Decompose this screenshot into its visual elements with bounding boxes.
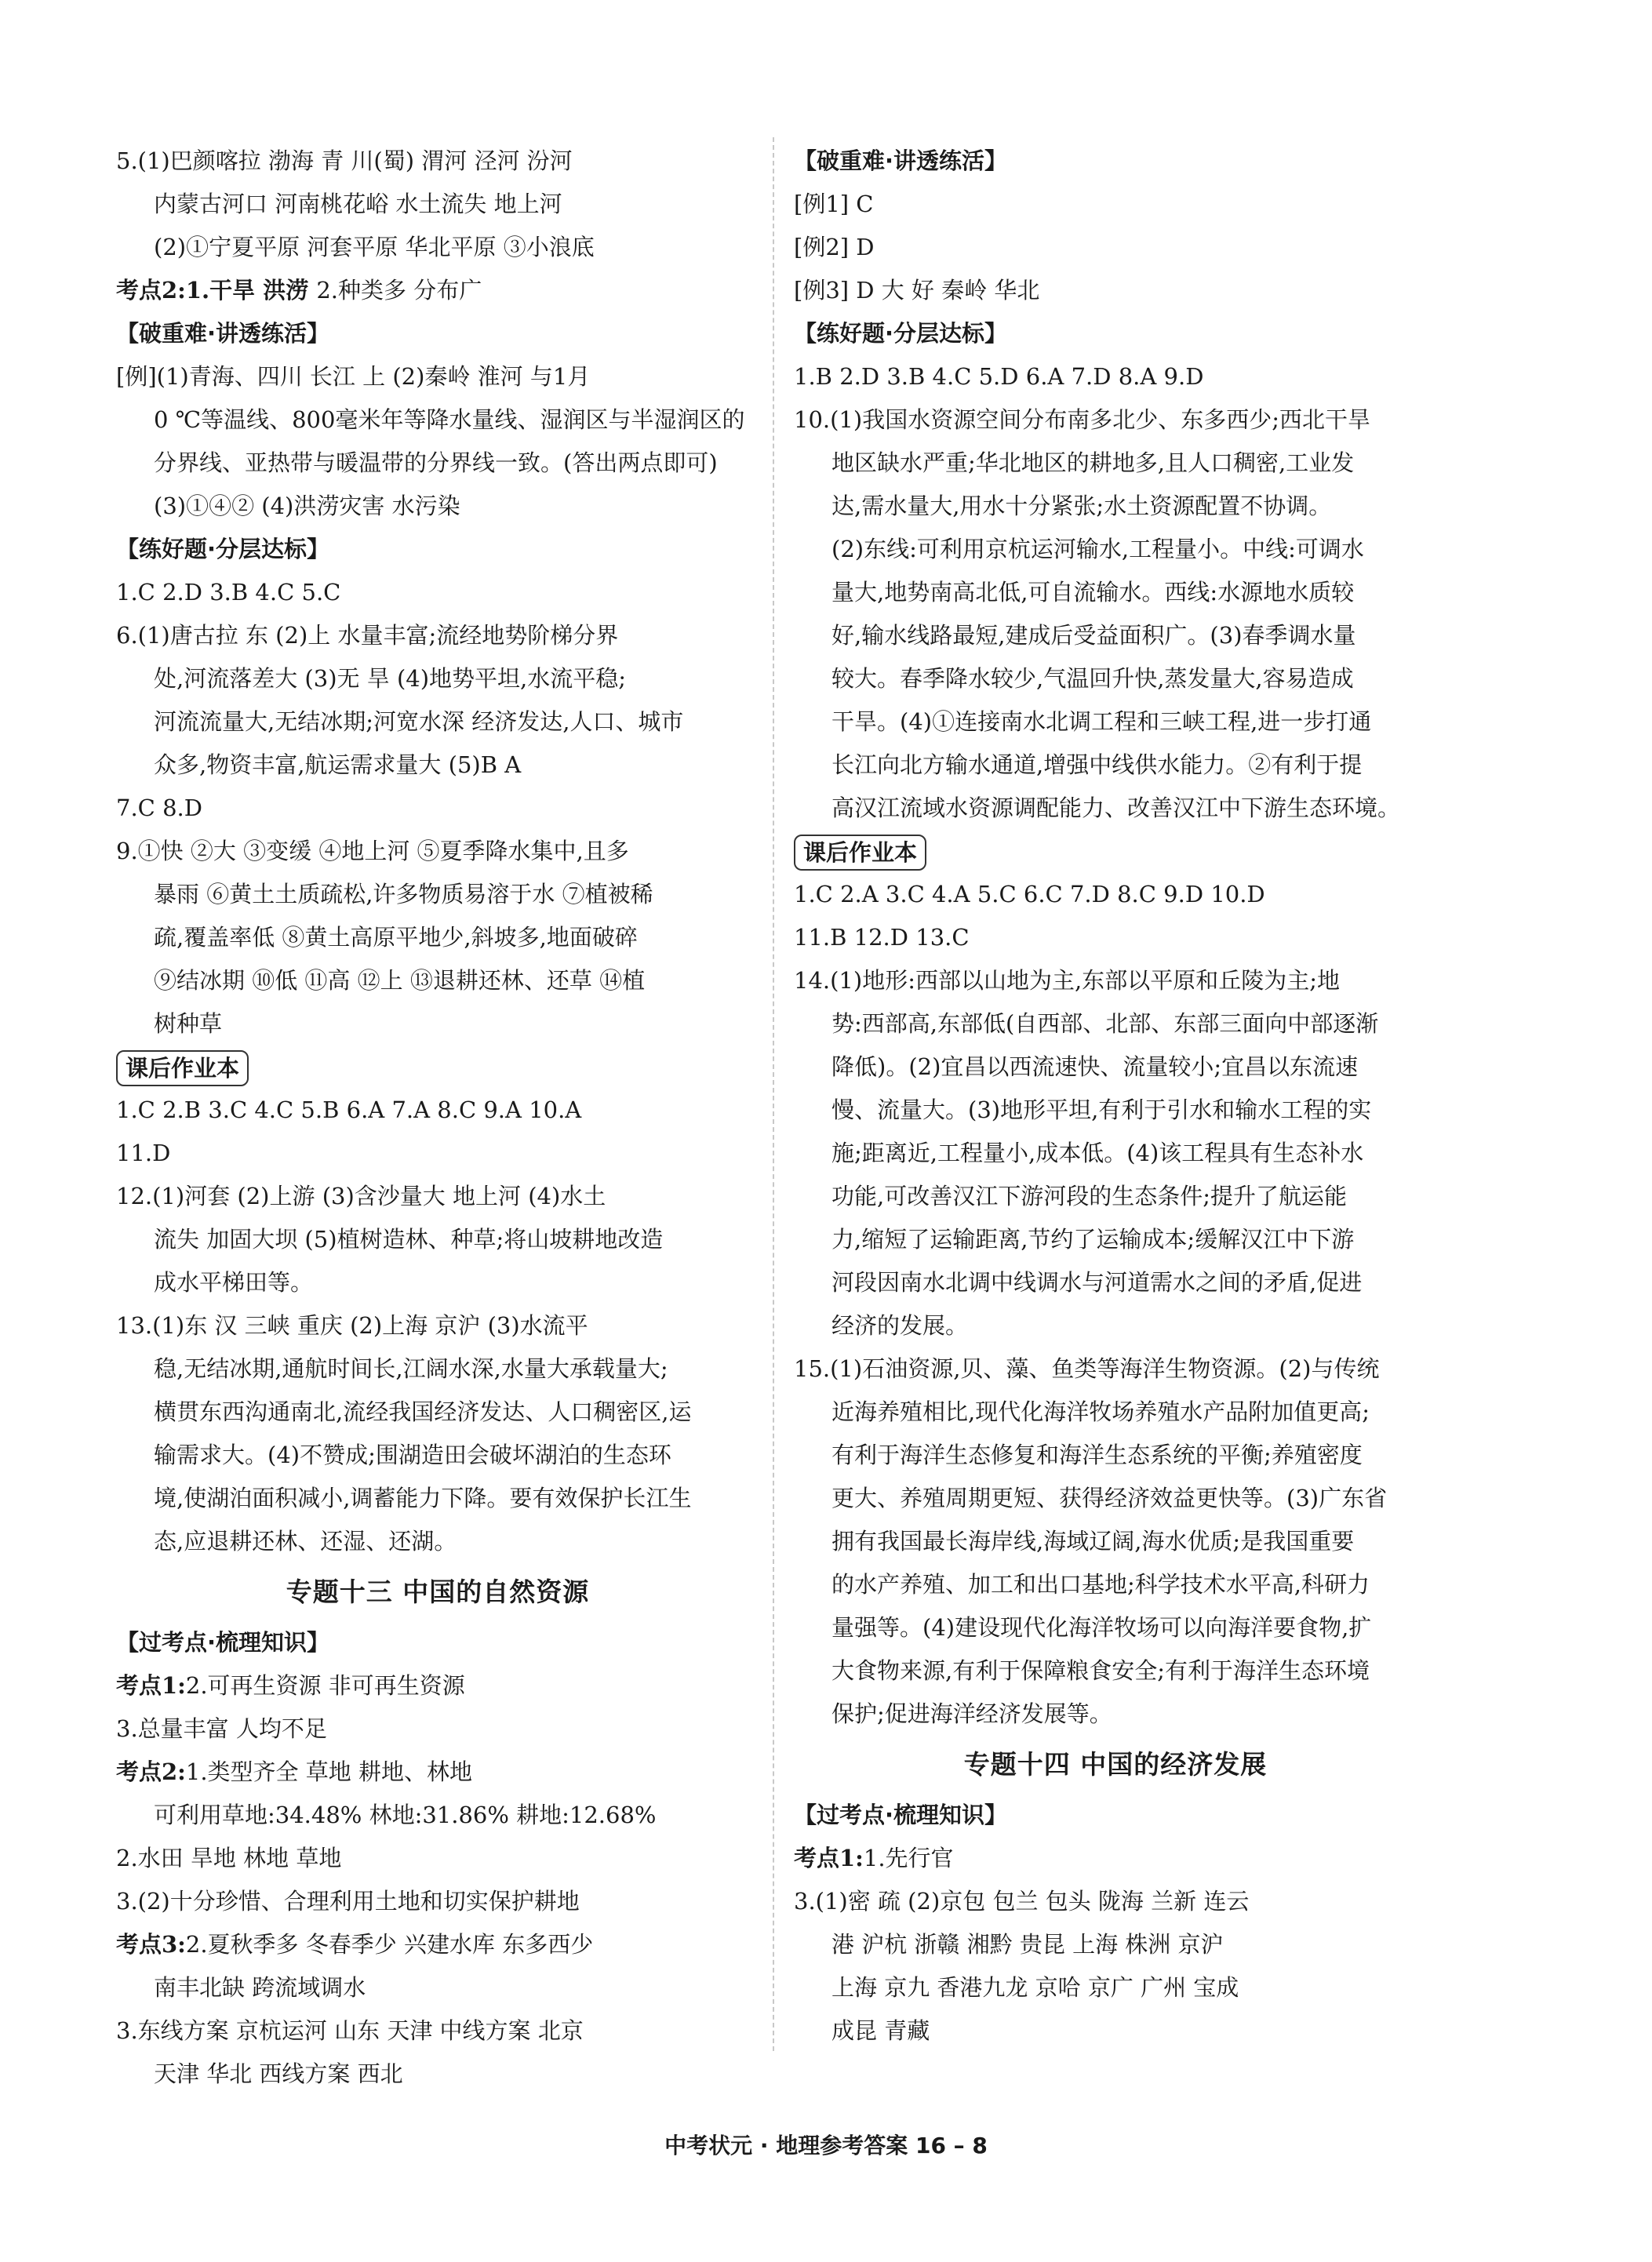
answer-line: 达,需水量大,用水十分紧张;水土资源配置不协调。 — [831, 493, 1332, 519]
section-heading: 【破重难·讲透练活】 — [794, 147, 1008, 174]
homework-section-row — [794, 830, 1437, 873]
answer-text: 2.可再生资源 非可再生资源 — [185, 1672, 465, 1699]
answer-line: 13.(1)东 汉 三峡 重庆 (2)上海 京沪 (3)水流平 — [116, 1312, 588, 1339]
answer-line: 近海养殖相比,现代化海洋牧场养殖水产品附加值更高; — [831, 1398, 1370, 1425]
answer-line: 9.①快 ②大 ③变缓 ④地上河 ⑤夏季降水集中,且多 — [116, 838, 629, 864]
answer-line: 量大,地势南高北低,可自流输水。西线:水源地水质较 — [831, 579, 1355, 606]
answer-line — [116, 1664, 759, 1707]
answer-line: 稳,无结冰期,通航时间长,江阔水深,水量大承载量大; — [154, 1355, 668, 1382]
answer-text: 2.种类多 分布广 — [316, 277, 482, 304]
answer-line: 3.(2)十分珍惜、合理利用土地和切实保护耕地 — [116, 1888, 580, 1915]
answer-line: 分界线、亚热带与暖温带的分界线一致。(答出两点即可) — [154, 449, 718, 476]
answer-line: 地区缺水严重;华北地区的耕地多,且人口稠密,工业发 — [831, 449, 1355, 476]
answer-line: 南丰北缺 跨流域调水 — [154, 1974, 366, 2001]
page-footer: 中考状元 · 地理参考答案 16 – 8 — [664, 2133, 988, 2158]
answer-line: ⑨结冰期 ⑩低 ⑪高 ⑫上 ⑬退耕还林、还草 ⑭植 — [154, 967, 646, 994]
answer-line: 力,缩短了运输距离,节约了运输成本;缓解汉江中下游 — [831, 1226, 1355, 1253]
answer-line: 输需求大。(4)不赞成;围湖造田会破坏湖泊的生态环 — [154, 1442, 671, 1468]
answer-line: 14.(1)地形:西部以山地为主,东部以平原和丘陵为主;地 — [794, 967, 1340, 994]
answer-line: 12.(1)河套 (2)上游 (3)含沙量大 地上河 (4)水土 — [116, 1183, 606, 1209]
answer-line: 11.B 12.D 13.C — [794, 924, 970, 951]
answer-line: 上海 京九 香港九龙 京哈 京广 广州 宝成 — [831, 1974, 1239, 2001]
answer-line: 较大。春季降水较少,气温回升快,蒸发量大,容易造成 — [831, 665, 1354, 692]
section-title: 专题十三 中国的自然资源 — [286, 1576, 590, 1607]
answer-text: 2.夏秋季多 冬春季少 兴建水库 东多西少 — [185, 1931, 594, 1958]
answer-line: 势:西部高,东部低(自西部、北部、东部三面向中部逐渐 — [831, 1010, 1379, 1037]
answer-line: 的水产养殖、加工和出口基地;科学技术水平高,科研力 — [831, 1571, 1370, 1598]
section-heading: 【过考点·梳理知识】 — [116, 1629, 330, 1656]
answer-line: 暴雨 ⑥黄土土质疏松,许多物质易溶于水 ⑦植被稀 — [154, 881, 653, 907]
answer-line: 高汉江流域水资源调配能力、改善汉江中下游生态环境。 — [831, 795, 1401, 821]
answer-line: 河段因南水北调中线调水与河道需水之间的矛盾,促进 — [831, 1269, 1363, 1296]
answer-line: 3.(1)密 疏 (2)京包 包兰 包头 陇海 兰新 连云 — [794, 1888, 1250, 1915]
answer-line: (2)①宁夏平原 河套平原 华北平原 ③小浪底 — [154, 234, 595, 260]
answer-line: 长江向北方输水通道,增强中线供水能力。②有利于提 — [831, 751, 1363, 778]
answer-line: (3)①④② (4)洪涝灾害 水污染 — [154, 493, 460, 519]
answer-text: 1.类型齐全 草地 耕地、林地 — [185, 1758, 472, 1785]
answer-line: 更大、养殖周期更短、获得经济效益更快等。(3)广东省 — [831, 1485, 1388, 1511]
answer-line — [794, 1837, 1437, 1880]
answer-line: 有利于海洋生态修复和海洋生态系统的平衡;养殖密度 — [831, 1442, 1363, 1468]
homework-section-row — [116, 1046, 759, 1089]
kaodian-label: 考点3: — [116, 1931, 186, 1958]
section-heading: 【破重难·讲透练活】 — [116, 320, 330, 347]
answer-line: 1.C 2.A 3.C 4.A 5.C 6.C 7.D 8.C 9.D 10.D — [794, 881, 1265, 907]
answer-line: 3.东线方案 京杭运河 山东 天津 中线方案 北京 — [116, 2017, 584, 2044]
answer-line: 大食物来源,有利于保障粮食安全;有利于海洋生态环境 — [831, 1657, 1370, 1684]
answer-line: 1.C 2.B 3.C 4.C 5.B 6.A 7.A 8.C 9.A 10.A — [116, 1096, 582, 1123]
section-heading: 【练好题·分层达标】 — [116, 536, 330, 562]
answer-line: 功能,可改善汉江下游河段的生态条件;提升了航运能 — [831, 1183, 1347, 1209]
answer-line: 1.B 2.D 3.B 4.C 5.D 6.A 7.D 8.A 9.D — [794, 363, 1204, 390]
kaodian-label: 考点2: — [116, 1758, 186, 1785]
answer-line: 11.D — [116, 1140, 171, 1166]
answer-line: (2)东线:可利用京杭运河输水,工程量小。中线:可调水 — [831, 536, 1364, 562]
answer-line — [116, 1751, 759, 1794]
right-column — [794, 140, 1437, 2053]
answer-line: 树种草 — [154, 1010, 223, 1037]
answer-line: 处,河流落差大 (3)无 旱 (4)地势平坦,水流平稳; — [154, 665, 627, 692]
answer-line: 6.(1)唐古拉 东 (2)上 水量丰富;流经地势阶梯分界 — [116, 622, 619, 649]
answer-line: [例](1)青海、四川 长江 上 (2)秦岭 淮河 与1月 — [116, 363, 591, 390]
answer-line: 港 沪杭 浙赣 湘黔 贵昆 上海 株洲 京沪 — [831, 1931, 1224, 1958]
answer-text: 1.先行官 — [863, 1845, 954, 1871]
answer-line: 好,输水线路最短,建成后受益面积广。(3)春季调水量 — [831, 622, 1356, 649]
answer-line: 天津 华北 西线方案 西北 — [154, 2060, 403, 2087]
answer-line: 0 ℃等温线、800毫米年等降水量线、湿润区与半湿润区的 — [154, 406, 745, 433]
answer-line — [116, 269, 759, 312]
answer-line: [例1] C — [794, 191, 874, 217]
answer-line: 众多,物资丰富,航运需求量大 (5)B A — [154, 751, 522, 778]
answer-line: 施;距离近,工程量小,成本低。(4)该工程具有生态补水 — [831, 1140, 1364, 1166]
answer-line: 干旱。(4)①连接南水北调工程和三峡工程,进一步打通 — [831, 708, 1372, 735]
answer-line: 成昆 青藏 — [831, 2017, 930, 2044]
answer-line: [例2] D — [794, 234, 875, 260]
section-heading: 【过考点·梳理知识】 — [794, 1802, 1008, 1828]
left-column — [116, 140, 759, 2096]
answer-line: 拥有我国最长海岸线,海域辽阔,海水优质;是我国重要 — [831, 1528, 1355, 1555]
answer-line: 2.水田 旱地 林地 草地 — [116, 1845, 342, 1871]
answer-line: 态,应退耕还林、还湿、还湖。 — [154, 1528, 457, 1555]
column-divider — [773, 137, 774, 2051]
section-heading: 【练好题·分层达标】 — [794, 320, 1008, 347]
kaodian-label: 考点1: — [794, 1845, 864, 1871]
answer-line: 3.总量丰富 人均不足 — [116, 1715, 327, 1742]
answer-line — [116, 1923, 759, 1966]
answer-line: 经济的发展。 — [831, 1312, 969, 1339]
answer-line: 降低)。(2)宜昌以西流速快、流量较小;宜昌以东流速 — [831, 1053, 1359, 1080]
answer-line: 量强等。(4)建设现代化海洋牧场可以向海洋要食物,扩 — [831, 1614, 1372, 1641]
answer-line: 境,使湖泊面积减小,调蓄能力下降。要有效保护长江生 — [154, 1485, 692, 1511]
answer-line: [例3] D 大 好 秦岭 华北 — [794, 277, 1040, 304]
answer-line: 10.(1)我国水资源空间分布南多北少、东多西少;西北干旱 — [794, 406, 1370, 433]
answer-line: 7.C 8.D — [116, 795, 202, 821]
answer-line: 慢、流量大。(3)地形平坦,有利于引水和输水工程的实 — [831, 1096, 1372, 1123]
answer-line: 5.(1)巴颜喀拉 渤海 青 川(蜀) 渭河 泾河 汾河 — [116, 147, 573, 174]
answer-line: 河流流量大,无结冰期;河宽水深 经济发达,人口、城市 — [154, 708, 684, 735]
answer-line: 流失 加固大坝 (5)植树造林、种草;将山坡耕地改造 — [154, 1226, 664, 1253]
answer-line: 横贯东西沟通南北,流经我国经济发达、人口稠密区,运 — [154, 1398, 692, 1425]
answer-line: 可利用草地:34.48% 林地:31.86% 耕地:12.68% — [154, 1802, 657, 1828]
answer-line: 内蒙古河口 河南桃花峪 水土流失 地上河 — [154, 191, 562, 217]
homework-section-label: 课后作业本 — [116, 1050, 249, 1086]
answer-line: 保护;促进海洋经济发展等。 — [831, 1700, 1112, 1727]
kaodian-label: 考点1: — [116, 1672, 186, 1699]
kaodian-label: 考点2:1.干旱 洪涝 — [116, 277, 317, 304]
answer-line: 1.C 2.D 3.B 4.C 5.C — [116, 579, 341, 606]
answer-line: 15.(1)石油资源,贝、藻、鱼类等海洋生物资源。(2)与传统 — [794, 1355, 1380, 1382]
answer-line: 疏,覆盖率低 ⑧黄土高原平地少,斜坡多,地面破碎 — [154, 924, 638, 951]
answer-line: 成水平梯田等。 — [154, 1269, 314, 1296]
homework-section-label: 课后作业本 — [794, 835, 926, 871]
section-title: 专题十四 中国的经济发展 — [963, 1749, 1268, 1780]
